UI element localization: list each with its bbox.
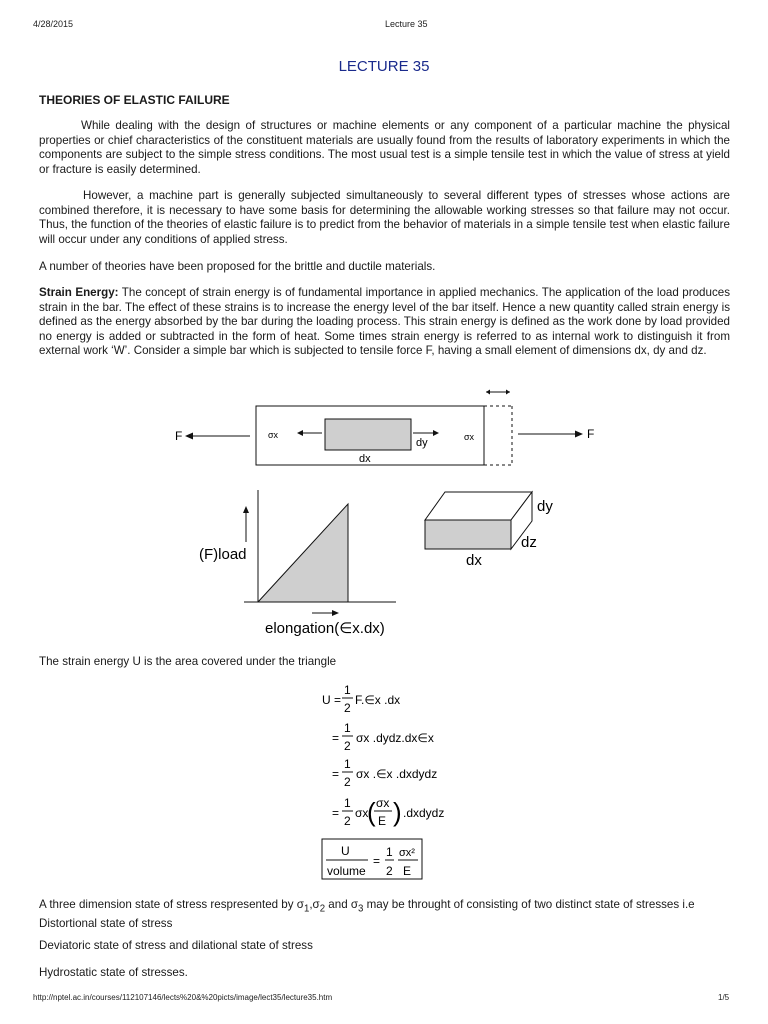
sigma-left-label: σx xyxy=(268,430,279,440)
eq4-frac-num: σx xyxy=(376,796,390,810)
eq2-rest: σx .dydz.dx∈x xyxy=(356,731,434,745)
distortional-text: Distortional state of stress xyxy=(39,916,173,930)
stress-text-g: may be throught of consisting of two distinct state of stresses i.e xyxy=(363,898,695,911)
element-dy-label: dy xyxy=(416,437,428,449)
left-force-arrow xyxy=(185,433,250,440)
eq1-num: 1 xyxy=(344,683,351,697)
footer-page-number: 1/5 xyxy=(718,993,730,1002)
eq2-den: 2 xyxy=(344,739,351,753)
right-force-arrow xyxy=(518,431,583,438)
paragraph-intro-text: While dealing with the design of structures or machine elements or any component of a particular machine the physical properties or chief characteristics of the constituent materials are usually found from the results of laboratory experiments in which the components are subject to the simple stress conditions. The most usual test is a simple tensile test in which the value of stress at yield or fracture is easily determined. xyxy=(39,119,730,176)
paragraph-theories: A number of theories have been proposed for the brittle and ductile materials. xyxy=(39,260,436,273)
paragraph-intro xyxy=(39,119,730,177)
page-title: LECTURE 35 xyxy=(338,58,430,75)
box-one: 1 xyxy=(386,845,393,859)
load-label: (F)load xyxy=(199,546,247,563)
load-up-arrow xyxy=(243,506,249,542)
strain-energy-triangle xyxy=(258,504,348,602)
sigma-2-sub: 2 xyxy=(319,903,326,915)
elongation-label: elongation(∈x.dx) xyxy=(265,620,385,637)
footer-url[interactable]: http://nptel.ac.in/courses/112107146/lects%20&%20picts/image/lect35/lecture35.htm xyxy=(33,993,333,1002)
box-volume: volume xyxy=(327,864,366,878)
left-stress-arrow xyxy=(297,430,322,436)
strain-energy-equations xyxy=(0,680,768,880)
eq4-sigma: σx xyxy=(355,806,369,820)
print-title: Lecture 35 xyxy=(385,19,428,29)
eq3-equals: = xyxy=(332,767,340,781)
section-heading: THEORIES OF ELASTIC FAILURE xyxy=(39,93,230,107)
eq4-equals: = xyxy=(332,806,340,820)
stress-text-a: A three dimension state of stress respresented by σ xyxy=(39,898,304,911)
eq3-rest: σx .∈x .dxdydz xyxy=(356,767,438,781)
box-num: σx² xyxy=(399,847,415,859)
eq1-rest: F.∈x .dx xyxy=(355,693,401,707)
box-two: 2 xyxy=(386,864,393,878)
sigma-1-sub: 1 xyxy=(303,903,310,915)
eq4-frac-den: E xyxy=(378,814,387,828)
paragraph-strain-energy xyxy=(39,286,730,359)
eq3-den: 2 xyxy=(344,775,351,789)
eq3-num: 1 xyxy=(344,757,351,771)
eq4-rest: .dxdydz xyxy=(403,806,445,820)
eq4-den: 2 xyxy=(344,814,351,828)
strain-energy-label: Strain Energy: xyxy=(39,286,119,299)
cube-dz-label: dz xyxy=(521,534,537,551)
left-force-label: F xyxy=(175,429,183,443)
cube-dx-label: dx xyxy=(466,552,482,569)
paragraph-however-text: However, a machine part is generally subjected simultaneously to several different types of stresses whose actions are combined therefore, it is necessary to have some basis for determining the allowable working stresses so that failure may not occur. Thus, the function of the theories of elastic failure is to predict from the behavior of materials in a simple tensile test when elastic failure will occur under any conditions of applied stress. xyxy=(39,189,730,246)
box-equals: = xyxy=(373,854,381,868)
eq2-num: 1 xyxy=(344,721,351,735)
print-date: 4/28/2015 xyxy=(33,19,74,29)
eq4-num: 1 xyxy=(344,796,351,810)
paragraph-area: The strain energy U is the area covered under the triangle xyxy=(39,655,337,668)
right-force-label: F xyxy=(587,427,595,441)
right-stress-arrow xyxy=(413,430,439,436)
small-element xyxy=(325,419,411,450)
eq1-den: 2 xyxy=(344,701,351,715)
elongation-arrow xyxy=(486,390,510,395)
strain-energy-figure xyxy=(0,380,768,640)
box-e: E xyxy=(403,864,412,878)
eq2-equals: = xyxy=(332,731,340,745)
strain-energy-text: The concept of strain energy is of fundamental importance in applied mechanics. The application of the load produces strain in the bar. The effect of these strains is to increase the energy level of the bar itself. Hence a new quantity called strain energy is defined as the energy absorbed by the bar during the loading process. This strain energy is defined as the work done by load provided no energy is added or subtracted in the form of heat. Some times strain energy is referred to as internal work to distinguish it from external work ‘W’. Consider a simple bar which is subjected to tensile force F, having a small element of dimensions dx, dy and dz. xyxy=(39,286,730,357)
cube-dy-label: dy xyxy=(537,498,553,515)
element-dx-label: dx xyxy=(359,453,371,465)
eq4-open-paren: ( xyxy=(367,797,376,827)
sigma-right-label: σx xyxy=(464,432,475,442)
elongation-right-arrow xyxy=(312,610,339,616)
paragraph-three-dimension xyxy=(39,898,730,931)
sigma-3-sub: 3 xyxy=(358,903,364,915)
stress-text-e: and σ xyxy=(325,898,359,911)
element-cube xyxy=(425,492,532,549)
eq1-lhs: U = xyxy=(322,693,342,707)
paragraph-deviatoric: Deviatoric state of stress and dilational state of stress xyxy=(39,939,313,952)
paragraph-hydrostatic: Hydrostatic state of stresses. xyxy=(39,966,188,979)
box-u: U xyxy=(341,844,350,858)
eq4-close-paren: ) xyxy=(393,797,402,827)
paragraph-however xyxy=(39,189,730,247)
stress-text-c: ,σ xyxy=(309,898,320,911)
